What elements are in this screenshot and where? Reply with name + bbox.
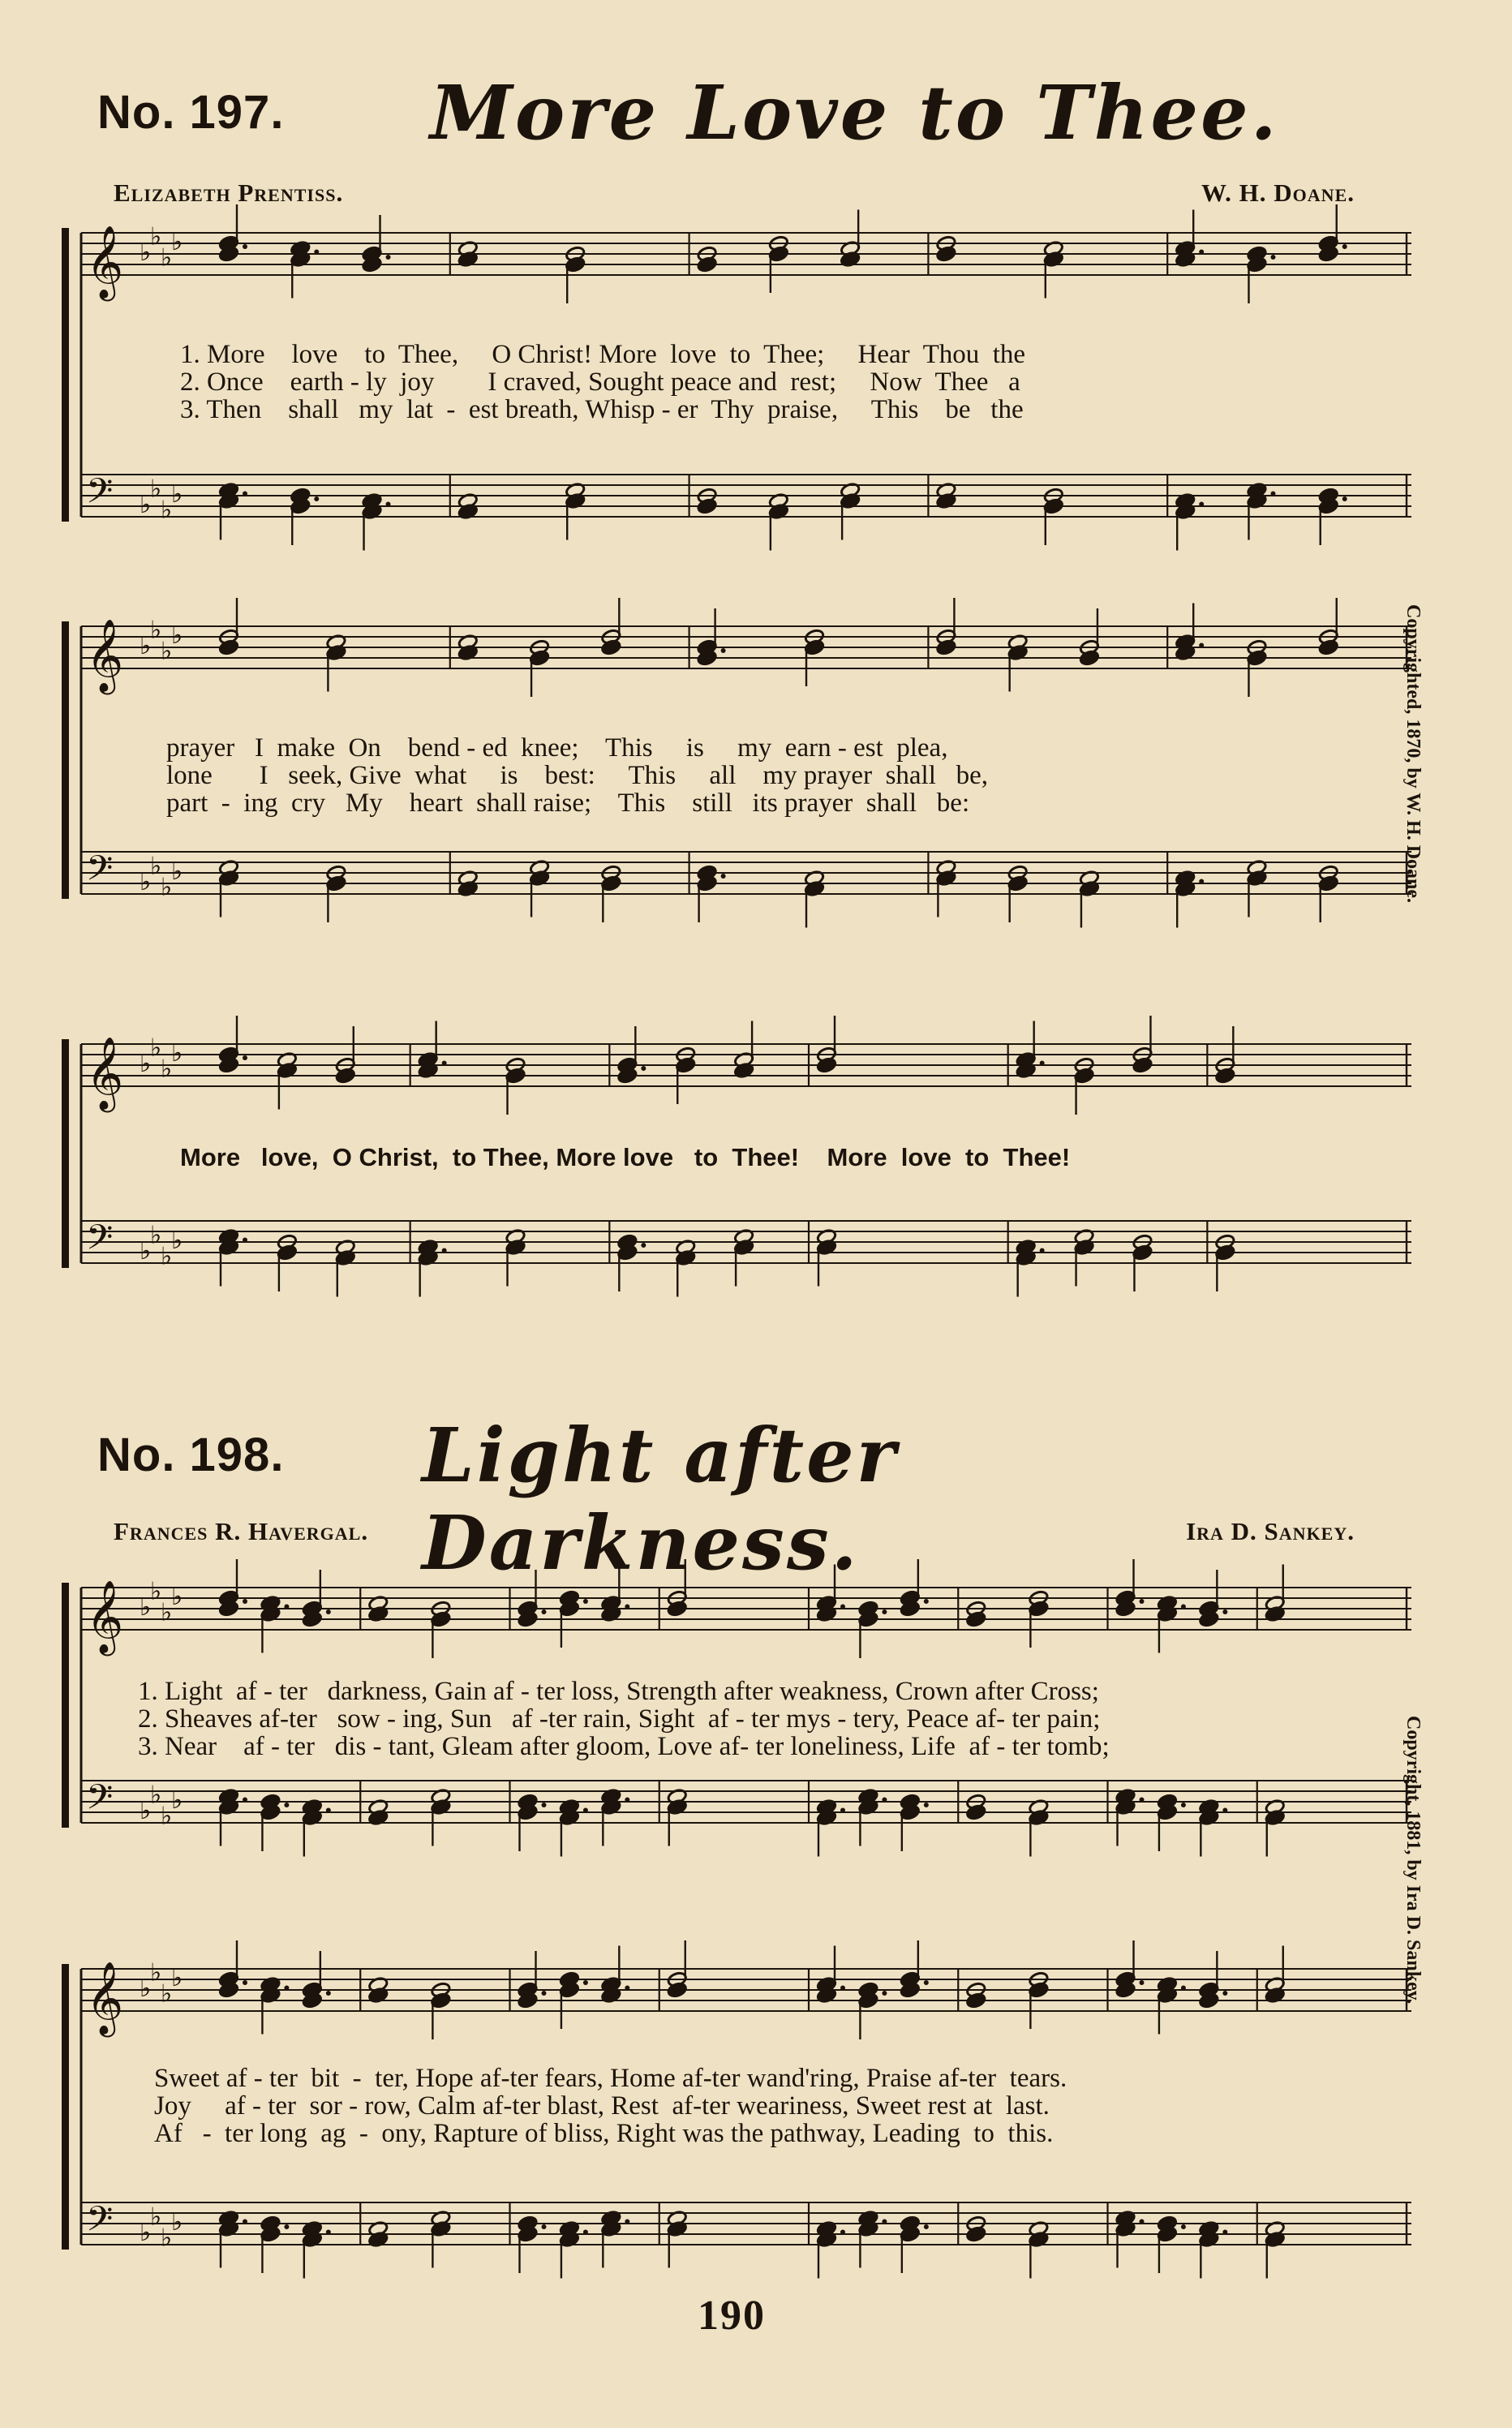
music-system	[57, 1034, 1420, 1326]
flat-icon: ♭	[171, 2208, 183, 2237]
lyric-line: 3. Near af - ter dis - tant, Gleam after gloom, Love af- ter loneliness, Life af - ter tomb;	[138, 1732, 1110, 1761]
refrain-line: More love, O Christ, to Thee, More love to Thee! More love to Thee!	[180, 1143, 1071, 1171]
treble-clef-icon: 𝄞	[86, 226, 124, 299]
flat-icon: ♭	[171, 480, 183, 509]
lyric-line: 1. More love to Thee, O Christ! More love to Thee; Hear Thou the	[180, 340, 1026, 369]
flat-icon: ♭	[161, 2224, 173, 2253]
page-number: 190	[698, 2293, 766, 2339]
lyric-line: part - ing cry My heart shall raise; This still its prayer shall be:	[166, 789, 970, 818]
flat-icon: ♭	[140, 1593, 152, 1622]
flat-icon: ♭	[140, 239, 152, 267]
flat-icon: ♭	[171, 857, 183, 886]
composer: Ira D. Sankey.	[1186, 1517, 1355, 1545]
flat-icon: ♭	[171, 228, 183, 256]
hymn-title: More Love to Thee.	[430, 69, 1279, 157]
flat-icon: ♭	[140, 491, 152, 519]
lyric-line: Joy af - ter sor - row, Calm af-ter blast, Rest af-ter weariness, Sweet rest at last.	[154, 2091, 1050, 2121]
flat-icon: ♭	[161, 1979, 173, 2009]
flat-icon: ♭	[161, 1055, 173, 1084]
flat-icon: ♭	[150, 475, 162, 504]
flat-icon: ♭	[171, 621, 183, 650]
treble-clef-icon: 𝄞	[86, 1037, 124, 1110]
lyric-line: 2. Sheaves af-ter sow - ing, Sun af -ter rain, Sight af - ter mys - tery, Peace af- ter pain;	[138, 1704, 1101, 1734]
flat-icon: ♭	[150, 1034, 162, 1063]
system-brace	[62, 1039, 69, 1268]
hymn-number: No. 197.	[97, 86, 285, 139]
system-brace	[62, 621, 69, 899]
flat-icon: ♭	[150, 2202, 162, 2232]
flat-icon: ♭	[140, 1797, 152, 1825]
bass-clef-icon: 𝄢	[86, 1777, 114, 1826]
flat-icon: ♭	[171, 1583, 183, 1611]
flat-icon: ♭	[140, 1975, 152, 2003]
flat-icon: ♭	[161, 637, 173, 666]
flat-icon: ♭	[150, 1958, 162, 1988]
bass-clef-icon: 𝄢	[86, 471, 114, 520]
hymn-197-header	[97, 69, 1363, 166]
lyric-line: 1. Light af - ter darkness, Gain af - ter loss, Strength after weakness, Crown after Cross;	[138, 1677, 1099, 1706]
bass-clef-icon: 𝄢	[86, 2199, 114, 2248]
flat-icon: ♭	[171, 1964, 183, 1992]
lyricist: Elizabeth Prentiss.	[114, 178, 344, 207]
flat-icon: ♭	[171, 1227, 183, 1255]
flat-icon: ♭	[140, 2219, 152, 2247]
flat-icon: ♭	[150, 1781, 162, 1810]
flat-icon: ♭	[150, 1577, 162, 1606]
flat-icon: ♭	[140, 1050, 152, 1078]
lyric-line: lone I seek, Give what is best: This all my prayer shall be,	[166, 761, 989, 790]
flat-icon: ♭	[161, 1802, 173, 1831]
hymn-number: No. 198.	[97, 1429, 285, 1481]
bass-clef-icon: 𝄢	[86, 849, 114, 897]
flat-icon: ♭	[161, 1242, 173, 1271]
treble-clef-icon: 𝄞	[86, 1580, 124, 1653]
flat-icon: ♭	[150, 222, 162, 251]
flat-icon: ♭	[161, 873, 173, 902]
flat-icon: ♭	[150, 1221, 162, 1250]
system-brace	[62, 1583, 69, 1828]
flat-icon: ♭	[140, 1237, 152, 1266]
system-brace	[62, 228, 69, 522]
hymn-198-credits	[114, 1517, 1355, 1549]
lyric-line: Af - ter long ag - ony, Rapture of bliss, Right was the pathway, Leading to this.	[154, 2119, 1054, 2148]
flat-icon: ♭	[161, 1598, 173, 1627]
treble-clef-icon: 𝄞	[86, 1962, 124, 2035]
lyric-line: 2. Once earth - ly joy I craved, Sought peace and rest; Now Thee a	[180, 367, 1020, 397]
flat-icon: ♭	[171, 1786, 183, 1815]
flat-icon: ♭	[150, 616, 162, 645]
lyric-line: prayer I make On bend - ed knee; This is my earn - est plea,	[166, 733, 948, 763]
flat-icon: ♭	[140, 632, 152, 660]
flat-icon: ♭	[171, 1039, 183, 1068]
flat-icon: ♭	[140, 868, 152, 896]
composer: W. H. Doane.	[1201, 178, 1355, 207]
lyricist: Frances R. Havergal.	[114, 1517, 369, 1545]
bass-clef-icon: 𝄢	[86, 1218, 114, 1266]
hymn-197-credits	[114, 178, 1355, 211]
flat-icon: ♭	[161, 496, 173, 525]
system-brace	[62, 1964, 69, 2250]
hymn-title: Light after Darkness.	[422, 1412, 899, 1587]
lyric-line: Sweet af - ter bit - ter, Hope af-ter fears, Home af-ter wand'ring, Praise af-ter tears.	[154, 2064, 1067, 2093]
copyright-note: Copyrighted, 1870, by W. H. Doane.	[1402, 604, 1424, 904]
treble-clef-icon: 𝄞	[86, 619, 124, 692]
lyric-line: 3. Then shall my lat - est breath, Whisp - er Thy praise, This be the	[180, 395, 1024, 424]
flat-icon: ♭	[161, 243, 173, 273]
flat-icon: ♭	[150, 852, 162, 881]
copyright-note: Copyright, 1881, by Ira D. Sankey.	[1402, 1716, 1424, 2005]
